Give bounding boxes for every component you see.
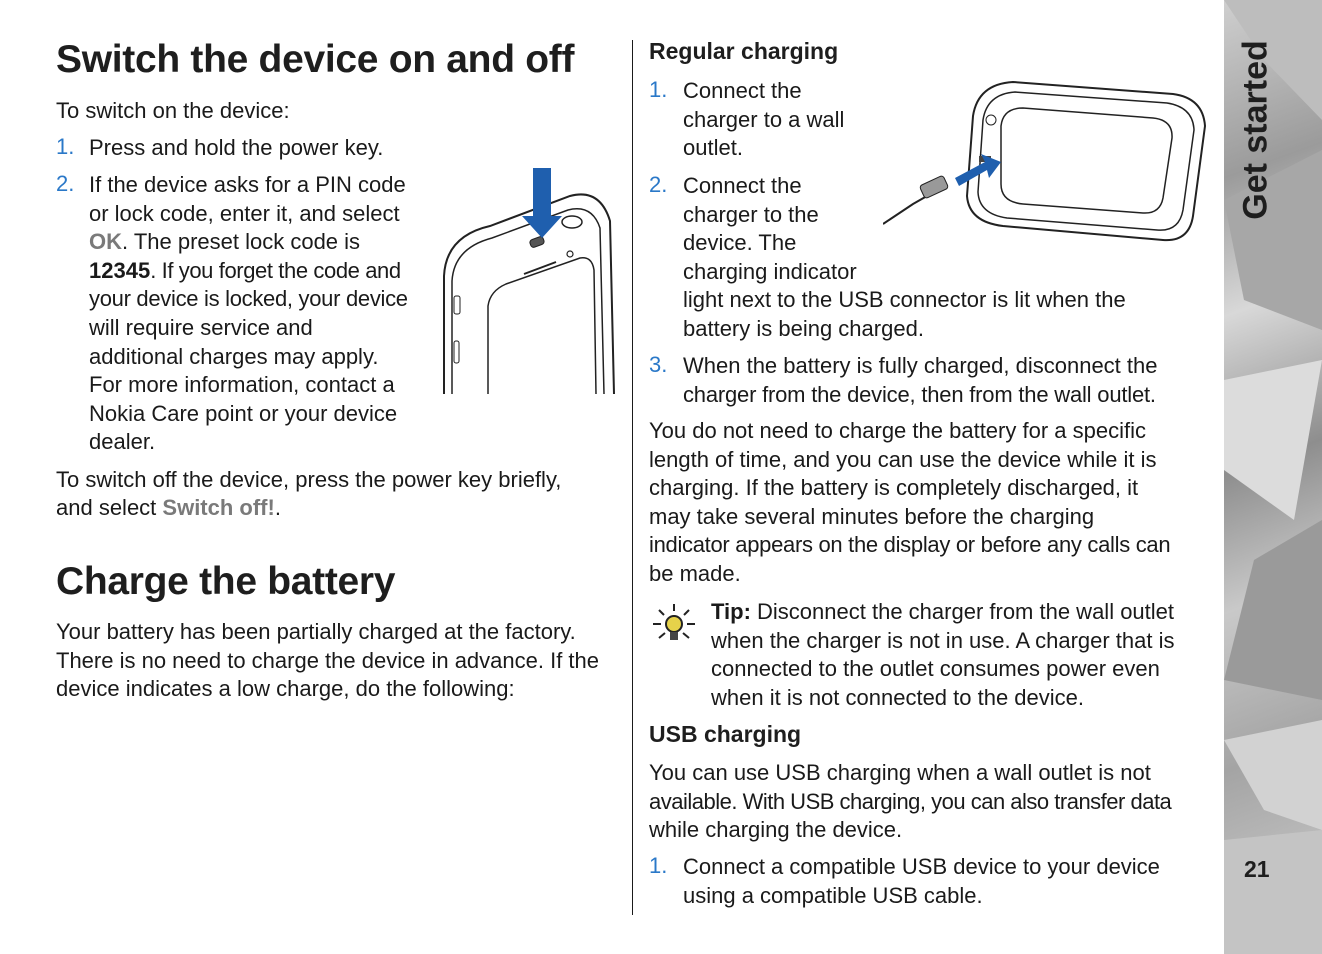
charging-duration-paragraph: You do not need to charge the battery for a specific length of time, and you can use the device while it is charging. If the battery is completely discharged, it may take several minutes before the charging indicator appears on the display or before any calls can be made.: [649, 418, 1171, 586]
step-line: your device is locked, your device: [89, 286, 408, 312]
power-key-illustration: [440, 166, 620, 394]
charger-illustration: [883, 76, 1213, 246]
step-line: If the device asks for a PIN code: [89, 172, 406, 197]
step-number: 1.: [649, 77, 668, 102]
step-text-block: When the battery is fully charged, disconnect the charger from the device, then from the wall outlet.: [683, 353, 1158, 407]
step-number: 3.: [649, 352, 668, 377]
regular-charging-heading: Regular charging: [649, 38, 839, 64]
step-text-block: Connect the charger to the device. The charging indicator light next to the USB connector is lit when the battery is being charged.: [683, 173, 1126, 341]
tip-text: Tip: Disconnect the charger from the wall outlet when the charger is not in use. A charger that is connected to the outlet consumes power even when it is not connected to the device.: [711, 599, 1175, 710]
step-line: For more information, contact a: [89, 372, 395, 398]
charge-intro: Your battery has been partially charged at the factory. There is no need to charge the device in advance. If the device indicates a low charge, do the following:: [56, 619, 600, 702]
usb-paragraph: You can use USB charging when a wall outlet is not available. With USB charging, you can also transfer data while charging the device.: [649, 760, 1172, 843]
step-number: 2.: [649, 172, 668, 197]
step-number: 1.: [649, 853, 668, 878]
chapter-title: Get started: [1236, 40, 1275, 220]
usb-charging-heading: USB charging: [649, 721, 802, 747]
step-number: 2.: [56, 171, 75, 196]
tip-label: Tip:: [711, 599, 751, 624]
step-text-block: Connect a compatible USB device to your device using a compatible USB cable.: [683, 854, 1160, 908]
step-line: OK. The preset lock code is: [89, 229, 361, 255]
step-text: Press and hold the power key.: [89, 135, 384, 160]
column-divider: [632, 40, 633, 915]
step-line: 12345. If you forget the code and: [89, 257, 401, 283]
section-title-charge: Charge the battery: [56, 560, 396, 603]
step-text-block: Connect the charger to a wall outlet.: [683, 78, 845, 161]
lock-code: 12345: [89, 257, 151, 283]
switch-on-intro: To switch on the device:: [56, 98, 290, 123]
tip-lightbulb-icon: [651, 602, 697, 646]
step-line: will require service and: [89, 314, 313, 340]
step-line: Nokia Care point or your device: [89, 400, 398, 426]
step-text-block: [89, 171, 439, 457]
section-title-switch: Switch the device on and off: [56, 38, 575, 81]
step-line: additional charges may apply.: [89, 343, 379, 369]
step-line: dealer.: [89, 429, 156, 455]
switch-off-line1: To switch off the device, press the power key briefly,: [56, 467, 562, 492]
page-number: 21: [1244, 856, 1270, 882]
switch-off-line2: and select Switch off!.: [56, 495, 281, 520]
step-number: 1.: [56, 134, 75, 159]
ok-keyword: OK: [89, 229, 122, 255]
switch-off-keyword: Switch off!: [162, 495, 275, 520]
step-line: or lock code, enter it, and select: [89, 200, 400, 226]
